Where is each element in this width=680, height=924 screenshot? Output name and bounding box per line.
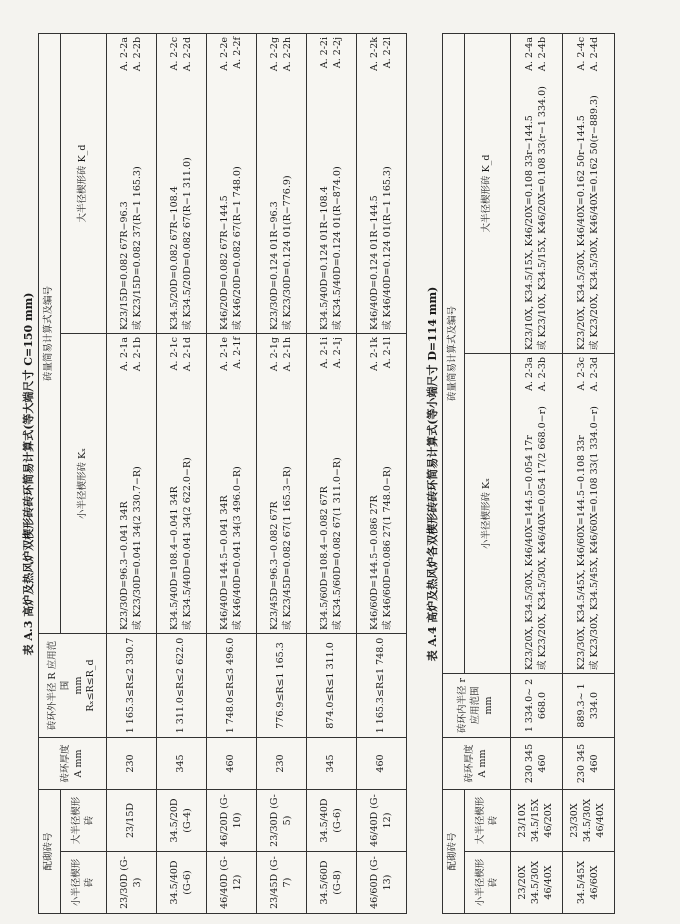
header-range	[39, 633, 107, 737]
formula-text: K46/40D=144.5−0.041 34R	[218, 495, 230, 630]
kd-formula-line	[119, 37, 132, 330]
kx-formula-line	[169, 337, 182, 630]
kx-formula-cell	[107, 333, 157, 633]
table-row	[307, 33, 357, 913]
equation-number: A. 2-3a	[523, 356, 535, 391]
equation-number: A. 2-1h	[281, 336, 293, 372]
kd-formula-line	[269, 37, 282, 330]
table-a3	[38, 33, 407, 914]
formula-text: 或 K23/30X, K34.5/45X, K46/60X=0.108 33(1 334.0−r)	[588, 406, 600, 670]
kd-formula-line	[232, 37, 245, 330]
kx-formula-line	[219, 337, 232, 630]
equation-number: A. 2-1l	[381, 336, 393, 369]
range-cell: 874.0≤R≤1 311.0	[307, 633, 357, 737]
kx-formula-line	[332, 337, 345, 630]
kx-formula-cell	[563, 353, 615, 673]
formula-text: 或 K34.5/20D=0.082 67(R−1 311.0)	[181, 157, 193, 330]
formula-text: 或 K46/40D=0.041 34(3 496.0−R)	[231, 466, 243, 630]
kd-formula-cell	[563, 33, 615, 353]
equation-number: A. 2-4a	[523, 36, 535, 71]
a4-header-formula-group: 砖量简易计算式及编号	[443, 33, 465, 673]
table-row	[511, 33, 563, 913]
formula-text: K46/40D=0.124 01R−144.5	[368, 195, 380, 330]
kx-formula-line	[382, 337, 395, 630]
small-brick-cell: 34.5/45X 46/60X	[563, 852, 615, 914]
small-brick-cell: 23/20X 34.5/30X 46/40X	[511, 852, 563, 914]
formula-text: 或 K23/20X, K34.5/30X, K46/40X=0.054 17(2 668.0−r)	[536, 406, 548, 670]
big-brick-cell: 46/20D (G-10)	[207, 789, 257, 851]
equation-number: A. 2-2l	[381, 36, 393, 69]
header-paired: 配砌砖号	[39, 789, 61, 913]
a4-header-paired: 配砌砖号	[443, 789, 465, 913]
equation-number: A. 2-2d	[181, 36, 193, 72]
kx-formula-cell	[157, 333, 207, 633]
equation-number: A. 2-2f	[231, 36, 243, 69]
kd-formula-line	[319, 37, 332, 330]
formula-text: K23/20X, K34.5/30X, K46/40X=0.162 50r−144.5	[575, 115, 587, 350]
small-brick-cell: 46/40D (G-12)	[207, 852, 257, 914]
kx-formula-line	[589, 357, 602, 670]
header-thickness: 砖环厚度 A mm	[39, 737, 107, 789]
kx-formula-line	[132, 337, 145, 630]
header-formula-group: 砖量简易计算式及编号	[39, 33, 61, 633]
thickness-cell: 230 345 460	[511, 737, 563, 789]
a4-header-small: 小半径楔形砖	[465, 852, 511, 914]
header-small: 小半径楔形砖	[61, 852, 107, 914]
header-kx: 小半径楔形砖 Kₓ	[61, 333, 107, 633]
big-brick-cell: 34.5/40D (G-6)	[307, 789, 357, 851]
formula-text: 或 K46/40D=0.124 01(R−1 165.3)	[381, 166, 393, 330]
kd-formula-cell	[511, 33, 563, 353]
kx-formula-cell	[511, 353, 563, 673]
equation-number: A. 2-2g	[268, 36, 280, 72]
equation-number: A. 2-1b	[131, 336, 143, 372]
formula-text: 或 K34.5/40D=0.041 34(2 622.0−R)	[181, 457, 193, 630]
kd-formula-cell	[307, 33, 357, 333]
formula-text: 或 K23/45D=0.082 67(1 165.3−R)	[281, 466, 293, 630]
range-cell: 1 165.3≤R≤2 330.7	[107, 633, 157, 737]
small-brick-cell: 46/60D (G-13)	[357, 852, 407, 914]
equation-number: A. 2-4d	[588, 36, 600, 72]
formula-text: 或 K23/15D=0.082 37(R−1 165.3)	[131, 166, 143, 330]
kx-formula-cell	[307, 333, 357, 633]
formula-text: 或 K46/20D=0.082 67(R−1 748.0)	[231, 166, 243, 330]
equation-number: A. 2-1k	[368, 336, 380, 371]
a4-header-thickness: 砖环厚度 A mm	[443, 737, 511, 789]
thickness-cell: 460	[357, 737, 407, 789]
formula-text: K34.5/40D=108.4−0.041 34R	[168, 486, 180, 630]
kx-formula-line	[319, 337, 332, 630]
range-unit: mm	[72, 676, 84, 695]
range-cell: 1 311.0≤R≤2 622.0	[157, 633, 207, 737]
big-brick-cell: 23/10X 34.5/15X 46/20X	[511, 789, 563, 851]
kx-formula-cell	[257, 333, 307, 633]
kx-formula-line	[369, 337, 382, 630]
equation-number: A. 2-2k	[368, 36, 380, 71]
kd-formula-line	[332, 37, 345, 330]
small-brick-cell: 34.5/40D (G-6)	[157, 852, 207, 914]
kx-formula-line	[182, 337, 195, 630]
kd-formula-line	[524, 37, 537, 350]
thickness-cell: 230 345 460	[563, 737, 615, 789]
formula-text: K23/10X, K34.5/15X, K46/20X=0.108 33r−144.5	[523, 115, 535, 350]
big-brick-cell: 23/30X 34.5/30X 46/40X	[563, 789, 615, 851]
formula-text: K46/60D=144.5−0.086 27R	[368, 495, 380, 630]
a4-header-kx: 小半径楔形砖 Kₓ	[465, 353, 511, 673]
rotated-scan	[20, 34, 660, 914]
table-row	[357, 33, 407, 913]
equation-number: A. 2-1d	[181, 336, 193, 372]
range-expr: Rₓ≤R≤R_d	[85, 659, 97, 712]
formula-text: 或 K46/60D=0.086 27(1 748.0−R)	[381, 466, 393, 630]
range-cell: 1 165.3≤R≤1 748.0	[357, 633, 407, 737]
formula-text: K46/20D=0.082 67R−144.5	[218, 195, 230, 330]
formula-text: K23/30D=0.124 01R−96.3	[268, 201, 280, 330]
formula-text: 或 K23/30D=0.124 01(R−776.9)	[281, 175, 293, 330]
kx-formula-line	[576, 357, 589, 670]
equation-number: A. 2-2j	[331, 36, 343, 69]
equation-number: A. 2-1g	[268, 336, 280, 372]
formula-text: K23/30D=96.3−0.041 34R	[118, 501, 130, 630]
equation-number: A. 2-2e	[218, 36, 230, 71]
formula-text: K34.5/20D=0.082 67R−108.4	[168, 186, 180, 330]
table-row	[157, 33, 207, 913]
big-brick-cell: 46/40D (G-12)	[357, 789, 407, 851]
kd-formula-line	[576, 37, 589, 350]
equation-number: A. 2-1i	[318, 336, 330, 369]
formula-text: K23/30X, K34.5/45X, K46/60X=144.5−0.108 33r	[575, 435, 587, 670]
kd-formula-line	[169, 37, 182, 330]
table-a3-caption: 表 A.3 高炉及热风炉双楔形砖砖环简易计算式(等大端尺寸 C=150 mm)	[22, 292, 35, 656]
kd-formula-line	[382, 37, 395, 330]
kd-formula-line	[132, 37, 145, 330]
formula-text: K34.5/60D=108.4−0.082 67R	[318, 486, 330, 630]
formula-text: K23/15D=0.082 67R−96.3	[118, 201, 130, 330]
kd-formula-cell	[107, 33, 157, 333]
formula-text: 或 K23/20X, K34.5/30X, K46/40X=0.162 50(r−889.3)	[588, 95, 600, 350]
formula-text: K23/20X, K34.5/30X, K46/40X=144.5−0.054 17r	[523, 435, 535, 670]
kd-formula-cell	[157, 33, 207, 333]
kd-formula-line	[219, 37, 232, 330]
range-cell: 889.3~ 1 334.0	[563, 673, 615, 737]
kd-formula-line	[589, 37, 602, 350]
equation-number: A. 2-1a	[118, 336, 130, 371]
equation-number: A. 2-3b	[536, 356, 548, 392]
equation-number: A. 2-1f	[231, 336, 243, 369]
equation-number: A. 2-4b	[536, 36, 548, 72]
equation-number: A. 2-2h	[281, 36, 293, 72]
equation-number: A. 2-1j	[331, 336, 343, 369]
equation-number: A. 2-3c	[575, 356, 587, 391]
table-row	[257, 33, 307, 913]
thickness-cell: 230	[257, 737, 307, 789]
kd-formula-cell	[357, 33, 407, 333]
equation-number: A. 2-2b	[131, 36, 143, 72]
kx-formula-line	[524, 357, 537, 670]
range-cell: 1 334.0~ 2 668.0	[511, 673, 563, 737]
kx-formula-cell	[207, 333, 257, 633]
big-brick-cell: 34.5/20D (G-4)	[157, 789, 207, 851]
formula-text: K34.5/40D=0.124 01R−108.4	[318, 186, 330, 330]
equation-number: A. 2-1c	[168, 336, 180, 371]
kx-formula-line	[269, 337, 282, 630]
kd-formula-line	[537, 37, 550, 350]
big-brick-cell: 23/15D	[107, 789, 157, 851]
kd-formula-cell	[257, 33, 307, 333]
kd-formula-line	[182, 37, 195, 330]
thickness-cell: 345	[157, 737, 207, 789]
small-brick-cell: 34.5/60D (G-8)	[307, 852, 357, 914]
small-brick-cell: 23/30D (G-3)	[107, 852, 157, 914]
thickness-cell: 345	[307, 737, 357, 789]
formula-text: 或 K34.5/60D=0.082 67(1 311.0−R)	[331, 457, 343, 630]
equation-number: A. 2-2i	[318, 36, 330, 69]
equation-number: A. 2-3d	[588, 356, 600, 392]
table-row	[563, 33, 615, 913]
formula-text: 或 K34.5/40D=0.124 01(R−874.0)	[331, 166, 343, 330]
equation-number: A. 2-1e	[218, 336, 230, 371]
table-row	[207, 33, 257, 913]
kx-formula-line	[282, 337, 295, 630]
a4-header-big: 大半径楔形砖	[465, 789, 511, 851]
a4-header-range: 砖环内半径 r 应用范围 mm	[443, 673, 511, 737]
equation-number: A. 2-2c	[168, 36, 180, 71]
kx-formula-line	[232, 337, 245, 630]
header-kd: 大半径楔形砖 K_d	[61, 33, 107, 333]
table-a4-caption: 表 A.4 高炉及热风炉各双楔形砖砖环简易计算式(等小端尺寸 D=114 mm)	[426, 286, 439, 662]
thickness-cell: 230	[107, 737, 157, 789]
formula-text: 或 K23/10X, K34.5/15X, K46/20X=0.108 33(r−1 334.0)	[536, 86, 548, 350]
big-brick-cell: 23/30D (G-5)	[257, 789, 307, 851]
kx-formula-cell	[357, 333, 407, 633]
equation-number: A. 2-2a	[118, 36, 130, 71]
small-brick-cell: 23/45D (G-7)	[257, 852, 307, 914]
formula-text: K23/45D=96.3−0.082 67R	[268, 501, 280, 630]
a4-header-kd: 大半径楔形砖 K_d	[465, 33, 511, 353]
equation-number: A. 2-4c	[575, 36, 587, 71]
range-title: 砖环外半径 R 应用范围	[46, 640, 71, 731]
kx-formula-line	[119, 337, 132, 630]
kx-formula-line	[537, 357, 550, 670]
table-a4	[442, 33, 615, 914]
kd-formula-line	[282, 37, 295, 330]
table-row	[107, 33, 157, 913]
range-cell: 1 748.0≤R≤3 496.0	[207, 633, 257, 737]
header-big: 大半径楔形砖	[61, 789, 107, 851]
formula-text: 或 K23/30D=0.041 34(2 330.7−R)	[131, 466, 143, 630]
kd-formula-cell	[207, 33, 257, 333]
thickness-cell: 460	[207, 737, 257, 789]
range-cell: 776.9≤R≤1 165.3	[257, 633, 307, 737]
kd-formula-line	[369, 37, 382, 330]
